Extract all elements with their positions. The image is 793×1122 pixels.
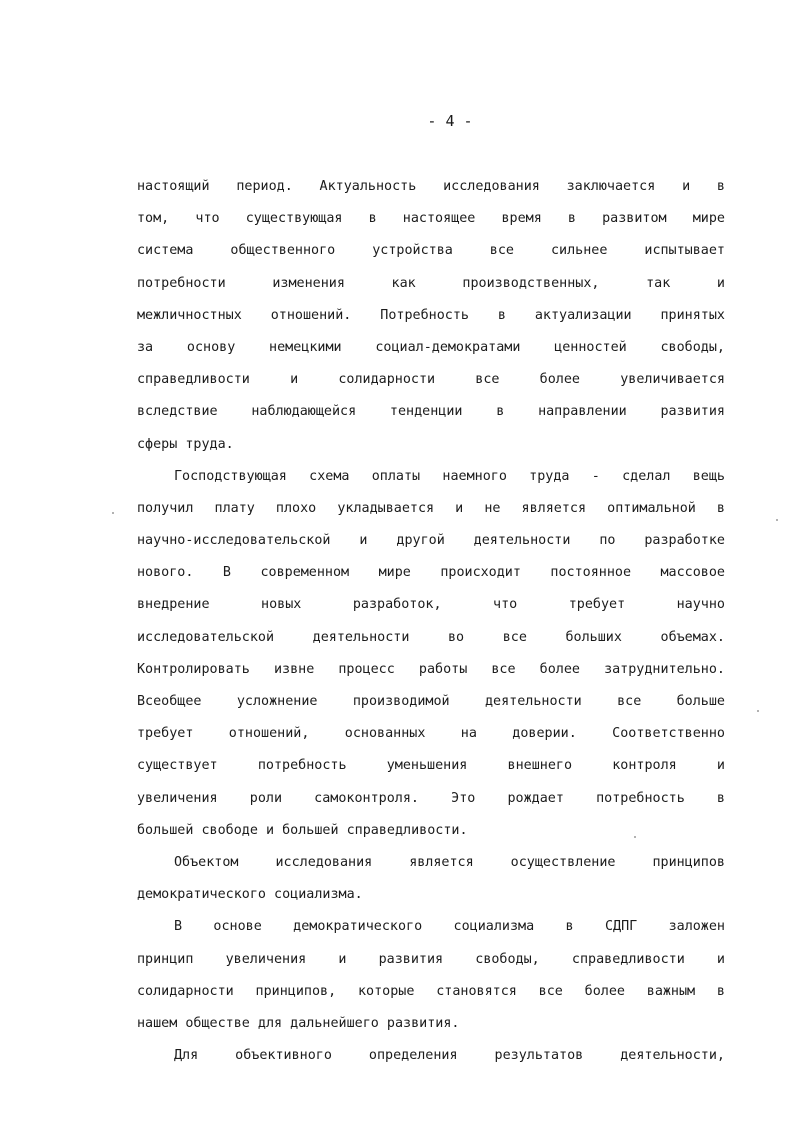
text-line: Контролировать извне процесс работы все более затруднительно. (137, 661, 725, 677)
text-line: сферы труда. (137, 436, 234, 452)
text-line: межличностных отношений. Потребность в актуализации принятых (137, 307, 725, 323)
text-line: за основу немецкими социал-демократами ценностей свободы, (137, 339, 725, 355)
text-line: внедрение новых разработок, что требует научно (137, 597, 725, 613)
text-line: исследовательской деятельности во все больших объемах. (137, 629, 725, 645)
text-line: демократического социализма. (137, 887, 363, 903)
text-line: Объектом исследования является осуществление принципов (174, 854, 725, 870)
scan-speck (112, 512, 114, 514)
text-line: потребности изменения как производственных, так и (137, 275, 725, 291)
text-line: принцип увеличения и развития свободы, справедливости и (137, 951, 725, 967)
text-line: большей свободе и большей справедливости. (137, 822, 468, 838)
text-line: существует потребность уменьшения внешнего контроля и (137, 758, 725, 774)
text-line: нового. В современном мире происходит постоянное массовое (137, 565, 725, 581)
body-text (137, 171, 725, 1072)
scan-speck (776, 519, 778, 521)
text-line: том, что существующая в настоящее время в развитом мире (137, 211, 725, 227)
text-line: Для объективного определения результатов деятельности, (174, 1048, 725, 1064)
text-line: увеличения роли самоконтроля. Это рождает потребность в (137, 790, 725, 806)
text-line: нашем обществе для дальнейшего развития. (137, 1015, 460, 1031)
text-line: солидарности принципов, которые становятся все более важным в (137, 983, 725, 999)
text-line: В основе демократического социализма в СДПГ заложен (174, 919, 725, 935)
text-line: система общественного устройства все сильнее испытывает (137, 243, 725, 259)
text-line: Всеобщее усложнение производимой деятельности все больше (137, 694, 725, 709)
text-line: вследствие наблюдающейся тенденции в направлении развития (137, 404, 725, 420)
scan-speck (757, 710, 759, 712)
text-line: справедливости и солидарности все более увеличивается (137, 372, 725, 388)
text-line: Господствующая схема оплаты наемного труда - сделал вещь (174, 468, 725, 484)
text-line: требует отношений, основанных на доверии. Соответственно (137, 726, 725, 742)
text-line: настоящий период. Актуальность исследования заключается и в (137, 179, 725, 194)
page-number: - 4 - (427, 112, 473, 130)
text-line: научно-исследовательской и другой деятельности по разработке (137, 533, 725, 549)
text-line: получил плату плохо укладывается и не является оптимальной в (137, 500, 725, 516)
scan-speck (634, 836, 636, 838)
